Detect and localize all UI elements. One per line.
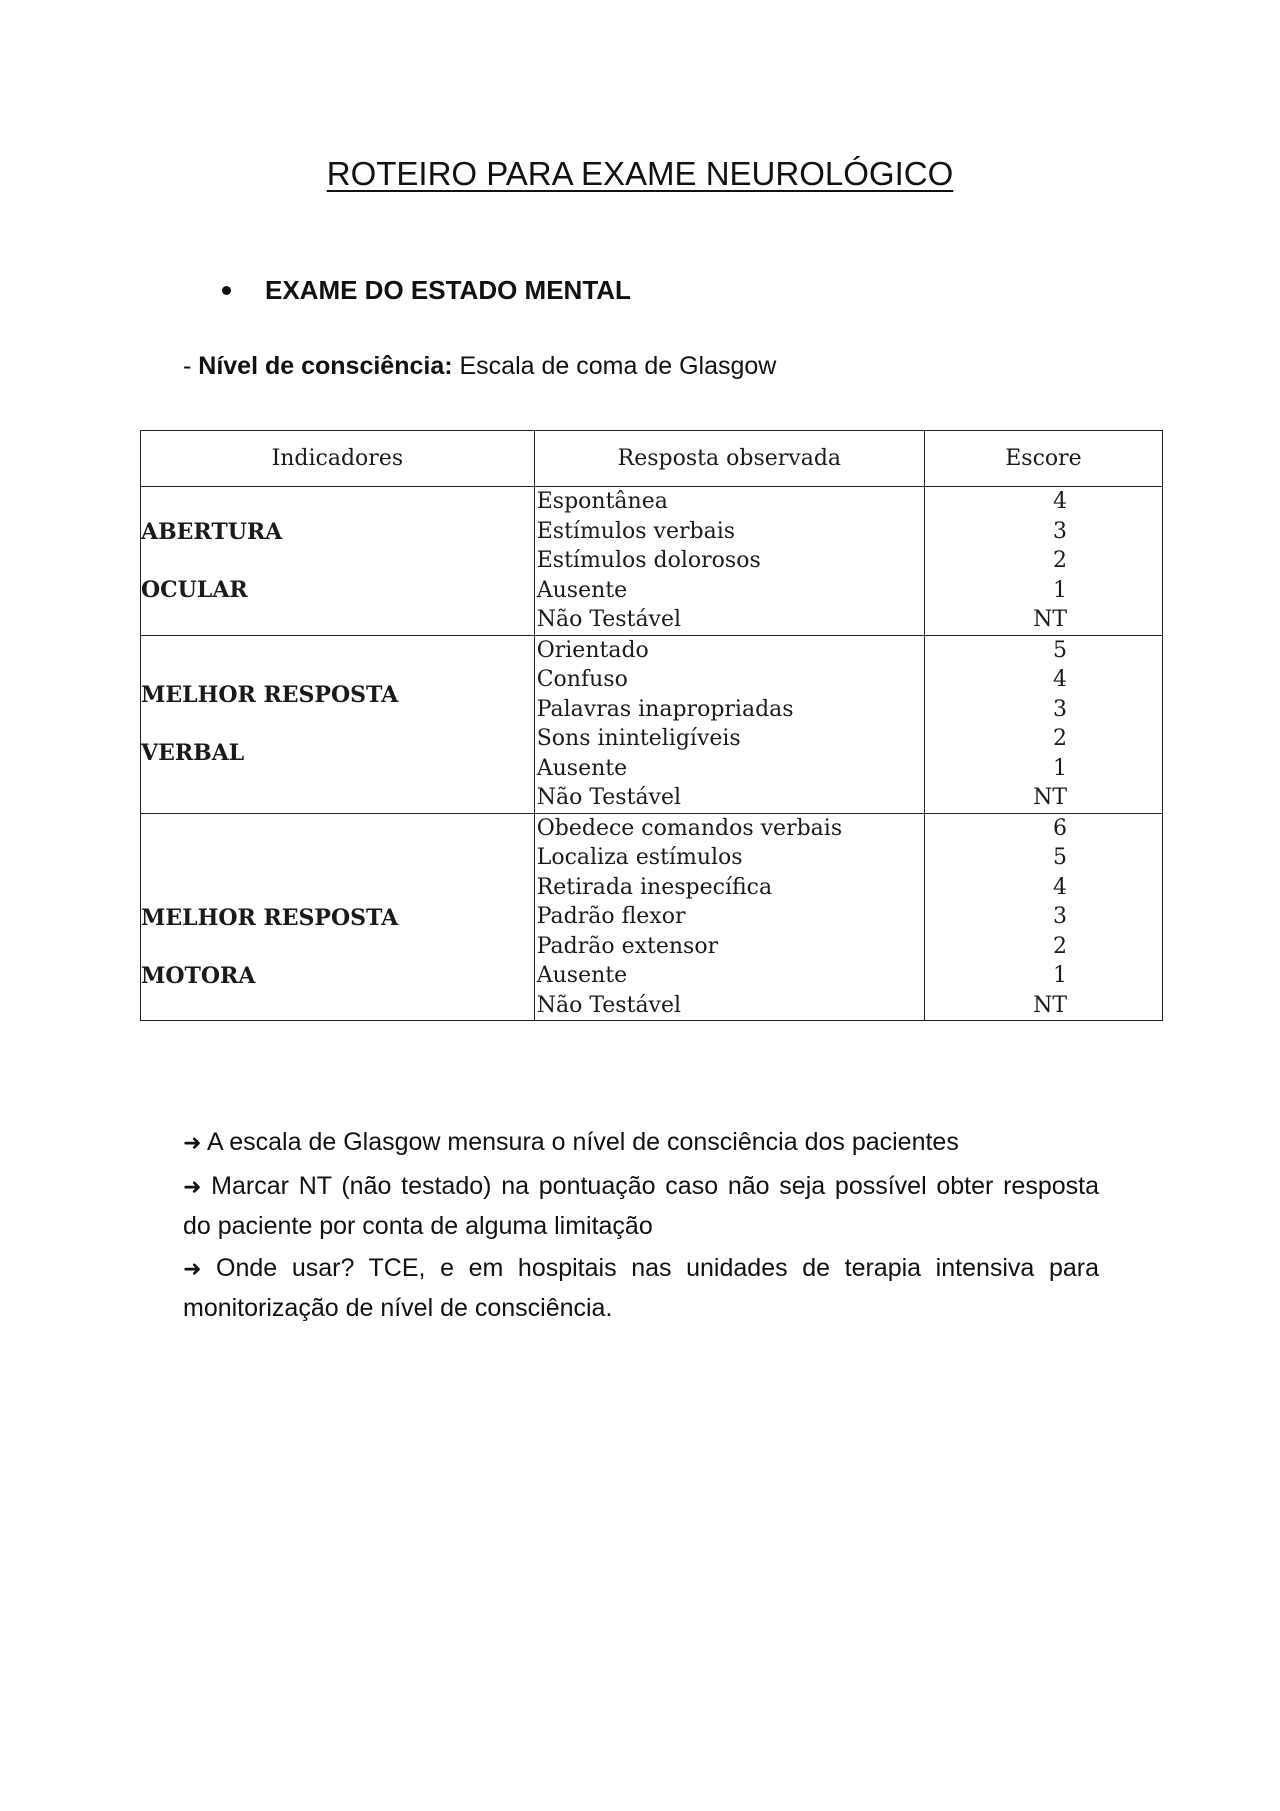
subline-label: Nível de consciência:	[198, 352, 453, 380]
consciousness-line	[183, 352, 776, 381]
response-item: Não Testável	[536, 607, 682, 632]
score-item: 2	[1053, 933, 1067, 959]
score-item: 4	[1053, 489, 1067, 514]
arrow-icon: ➜	[183, 1131, 202, 1156]
score-item: 6	[1053, 815, 1067, 841]
bullet-icon	[222, 286, 231, 295]
response-item: Ausente	[536, 577, 628, 603]
responses-cell	[534, 635, 924, 813]
scores-cell	[924, 635, 1162, 813]
response-item: Sons ininteligíveis	[536, 726, 741, 751]
indicator-cell	[141, 813, 535, 1021]
arrow-icon: ➜	[183, 1257, 202, 1282]
score-item: 3	[1053, 518, 1067, 544]
response-item: Estímulos verbais	[536, 518, 736, 544]
response-item: Padrão extensor	[536, 933, 719, 959]
response-item: Palavras inapropriadas	[536, 696, 794, 722]
note-item	[183, 1167, 1099, 1245]
score-item: 3	[1053, 904, 1067, 929]
responses-cell	[534, 813, 924, 1021]
response-item: Orientado	[536, 637, 649, 663]
score-item: NT	[1033, 607, 1067, 632]
group-verbal	[141, 635, 1163, 813]
score-item: 4	[1053, 874, 1067, 900]
score-item: 2	[1053, 548, 1067, 573]
note-text: A escala de Glasgow mensura o nível de consciência dos pacientes	[201, 1128, 959, 1156]
group-ocular	[141, 487, 1163, 636]
score-item: NT	[1033, 992, 1067, 1018]
score-item: 5	[1053, 845, 1067, 870]
response-item: Espontânea	[536, 489, 668, 514]
response-item: Estímulos dolorosos	[536, 548, 761, 573]
response-item: Padrão flexor	[536, 904, 686, 929]
indicator-line: MELHOR RESPOSTA	[141, 682, 399, 708]
score-item: 5	[1053, 637, 1067, 663]
response-item: Ausente	[536, 963, 628, 988]
response-item: Localiza estímulos	[536, 845, 743, 870]
response-item: Não Testável	[536, 992, 682, 1018]
arrow-icon: ➜	[183, 1175, 202, 1200]
indicator-cell	[141, 487, 535, 636]
response-item: Ausente	[536, 755, 628, 781]
score-item: 4	[1053, 667, 1067, 692]
note-text: Onde usar? TCE, e em hospitais nas unidades de terapia intensiva para monitorização de nível de consciência.	[183, 1254, 1099, 1322]
indicator-cell	[141, 635, 535, 813]
scores-cell	[924, 487, 1162, 636]
indicator-line: MOTORA	[141, 962, 256, 989]
indicator-line: OCULAR	[141, 576, 248, 603]
response-item: Não Testável	[536, 785, 682, 810]
responses-cell	[534, 487, 924, 636]
notes-section	[183, 1123, 1099, 1331]
note-item	[183, 1123, 1099, 1163]
indicator-line: MELHOR RESPOSTA	[141, 904, 399, 931]
score-item: 2	[1053, 726, 1067, 751]
score-item: 1	[1053, 963, 1067, 988]
note-text: Marcar NT (não testado) na pontuação caso não seja possível obter resposta do paciente por conta de alguma limitação	[183, 1172, 1099, 1240]
section-heading-text: EXAME DO ESTADO MENTAL	[265, 275, 631, 305]
scores-cell	[924, 813, 1162, 1021]
indicator-line: VERBAL	[141, 740, 245, 766]
header-responses: Resposta observada	[534, 431, 924, 487]
page-title: ROTEIRO PARA EXAME NEUROLÓGICO	[326, 155, 954, 192]
response-item: Confuso	[536, 667, 628, 692]
note-item	[183, 1249, 1099, 1327]
score-item: 1	[1053, 755, 1067, 781]
header-score: Escore	[924, 431, 1162, 487]
table-header-row	[141, 431, 1163, 487]
response-item: Obedece comandos verbais	[536, 815, 843, 841]
score-item: 1	[1053, 577, 1067, 603]
subline-prefix: -	[183, 352, 199, 380]
group-motor	[141, 813, 1163, 1021]
response-item: Retirada inespecífica	[536, 874, 773, 900]
glasgow-scale-table	[140, 430, 1163, 1021]
header-indicators: Indicadores	[141, 431, 535, 487]
subline-text: Escala de coma de Glasgow	[452, 352, 777, 380]
score-item: 3	[1053, 696, 1067, 722]
indicator-line: ABERTURA	[141, 518, 283, 545]
section-heading	[222, 275, 631, 306]
score-item: NT	[1033, 785, 1067, 810]
